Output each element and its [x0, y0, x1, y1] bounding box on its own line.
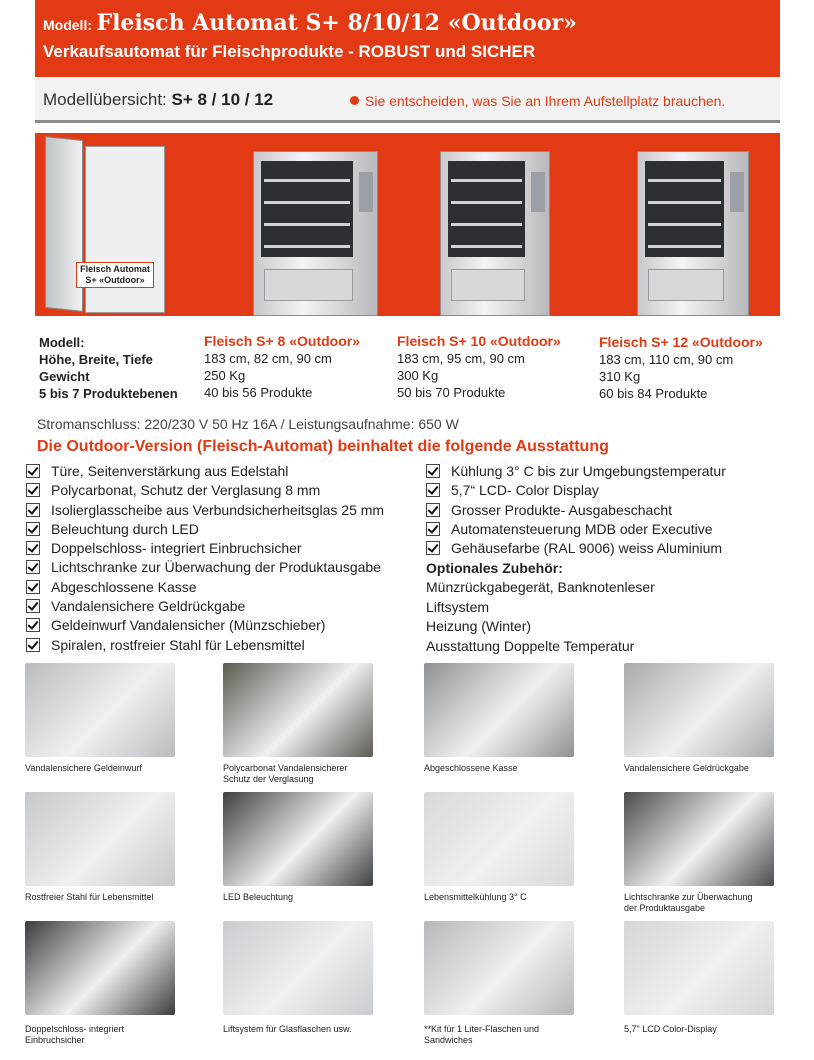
gallery-caption [25, 892, 215, 903]
spec-label: Höhe, Breite, Tiefe [39, 352, 153, 367]
gallery-photo [624, 663, 774, 757]
gallery-caption-line: Sandwiches [424, 1035, 473, 1045]
gallery-photo [424, 663, 574, 757]
overview-label-text: Modellübersicht: [43, 90, 167, 109]
spec-label: Gewicht [39, 369, 90, 384]
feature-item-label: Vandalensichere Geldrückgabe [51, 598, 246, 615]
feature-item [26, 539, 384, 558]
feature-item-label: Automatensteuerung MDB oder Executive [451, 520, 713, 537]
checkmark-icon [426, 483, 440, 497]
gallery-photo [25, 921, 175, 1015]
checkmark-icon [26, 541, 40, 555]
model-name: Fleisch S+ 8 «Outdoor» [204, 333, 360, 349]
model-products: 40 bis 56 Produkte [204, 385, 313, 400]
optional-item: Liftsystem [426, 598, 490, 615]
page-subtitle: Verkaufsautomat für Fleischprodukte - ROBUST und SICHER [43, 42, 536, 61]
checkmark-icon [26, 464, 40, 478]
feature-item [26, 578, 384, 597]
checkmark-icon [426, 464, 440, 478]
spec-label: Modell: [39, 335, 85, 350]
machine-s12-image [637, 151, 749, 316]
overview-note [350, 93, 725, 109]
checkmark-icon [26, 599, 40, 613]
gallery-caption [25, 763, 215, 774]
spec-s10 [397, 333, 561, 401]
overview-note-text: Sie entscheiden, was Sie an Ihrem Aufstellplatz brauchen. [365, 93, 726, 109]
spec-labels [39, 334, 178, 402]
gallery-caption [223, 1024, 413, 1035]
open-machine-label-line: Fleisch Automat [80, 264, 150, 274]
feature-item-label: Grosser Produkte- Ausgabeschacht [451, 501, 673, 518]
feature-item-label: Kühlung 3° C bis zur Umgebungstemperatur [451, 463, 726, 479]
checkmark-icon [426, 503, 440, 517]
model-name: Fleisch S+ 12 «Outdoor» [599, 334, 763, 350]
feature-item-label: Abgeschlossene Kasse [51, 578, 197, 595]
model-products: 60 bis 84 Produkte [599, 386, 708, 401]
overview-models: S+ 8 / 10 / 12 [171, 90, 274, 109]
overview-label [43, 90, 273, 110]
model-weight: 310 Kg [599, 369, 641, 384]
model-dims: 183 cm, 110 cm, 90 cm [599, 352, 734, 367]
feature-item-label: Türe, Seitenverstärkung aus Edelstahl [51, 463, 289, 479]
feature-item-label: Gehäusefarbe (RAL 9006) weiss Aluminium [451, 540, 723, 557]
feature-item [26, 558, 384, 577]
checkmark-icon [26, 638, 40, 652]
gallery-caption-line: Liftsystem für Glasflaschen usw. [223, 1024, 352, 1034]
checkmark-icon [426, 541, 440, 555]
bullet-dot-icon [350, 96, 359, 105]
gallery-caption-line: Schutz der Verglasung [223, 774, 314, 784]
feature-item-label: Geldeinwurf Vandalensicher (Münzschieber) [51, 617, 326, 634]
checkmark-icon [26, 503, 40, 517]
feature-item [426, 481, 726, 500]
gallery-photo [25, 663, 175, 757]
feature-item [426, 462, 726, 481]
gallery-caption [624, 1024, 814, 1035]
gallery-caption-line: LED Beleuchtung [223, 892, 294, 902]
checkmark-icon [26, 560, 40, 574]
power-info: Stromanschluss: 220/230 V 50 Hz 16A / Leistungsaufnahme: 650 W [37, 416, 459, 432]
model-weight: 250 Kg [204, 368, 246, 383]
gallery-caption-line: **Kit für 1 Liter-Flaschen und [424, 1024, 540, 1034]
gallery-photo [624, 792, 774, 886]
feature-item-label: Polycarbonat, Schutz der Verglasung 8 mm [51, 482, 321, 499]
open-machine-image [45, 138, 163, 316]
checkmark-icon [26, 483, 40, 497]
model-products: 50 bis 70 Produkte [397, 385, 506, 400]
model-dims: 183 cm, 82 cm, 90 cm [204, 351, 332, 366]
feature-item [26, 616, 384, 635]
feature-item-label: 5,7“ LCD- Color Display [451, 482, 599, 499]
feature-item-label: Spiralen, rostfreier Stahl für Lebensmittel [51, 636, 305, 653]
gallery-caption-line: Vandalensichere Geldeinwurf [25, 763, 142, 773]
feature-item-label: Isolierglasscheibe aus Verbundsicherheitsglas 25 mm [51, 501, 385, 518]
features-right-list [426, 462, 726, 558]
gallery-caption [25, 1024, 215, 1046]
model-label: Modell: [43, 17, 92, 33]
optional-heading: Optionales Zubehör: [426, 560, 563, 576]
feature-item [426, 501, 726, 520]
gallery-caption [624, 892, 814, 914]
gallery-photo [223, 921, 373, 1015]
feature-item [26, 481, 384, 500]
gallery-caption [223, 892, 413, 903]
gallery-photo [25, 792, 175, 886]
open-machine-label-line: S+ «Outdoor» [85, 275, 145, 285]
spec-label: 5 bis 7 Produktebenen [39, 386, 178, 401]
open-machine-label [76, 262, 154, 288]
checkmark-icon [26, 580, 40, 594]
gallery-caption [424, 892, 614, 903]
optional-item: Heizung (Winter) [426, 618, 532, 634]
checkmark-icon [26, 618, 40, 632]
optional-item: Ausstattung Doppelte Temperatur [426, 637, 635, 654]
spec-s8 [204, 333, 360, 401]
feature-item [26, 636, 384, 655]
feature-item-label: Beleuchtung durch LED [51, 520, 199, 537]
gallery-caption-line: der Produktausgabe [624, 903, 706, 913]
feature-item [26, 520, 384, 539]
model-dims: 183 cm, 95 cm, 90 cm [397, 351, 525, 366]
feature-item [26, 597, 384, 616]
gallery-photo [624, 921, 774, 1015]
feature-item [26, 501, 384, 520]
model-weight: 300 Kg [397, 368, 439, 383]
features-left-list [26, 462, 384, 655]
feature-item-label: Doppelschloss- integriert Einbruchsicher [51, 540, 302, 557]
gallery-photo [424, 792, 574, 886]
gallery-caption [624, 763, 814, 774]
optional-item: Münzrückgabegerät, Banknotenleser [426, 579, 655, 595]
gallery-photo [223, 663, 373, 757]
feature-item-label: Lichtschranke zur Überwachung der Produktausgabe [51, 559, 381, 576]
gallery-caption-line: Doppelschloss- integriert [25, 1024, 125, 1034]
gallery-caption-line: Lebensmittelkühlung 3° C [424, 892, 527, 902]
model-name: Fleisch S+ 10 «Outdoor» [397, 333, 561, 349]
optional-list [426, 578, 655, 656]
spec-s12 [599, 334, 763, 402]
machine-s8-image [253, 151, 378, 316]
gallery-photo [424, 921, 574, 1015]
gallery-caption-line: 5,7" LCD Color-Display [624, 1024, 717, 1034]
gallery-caption [223, 763, 413, 785]
gallery-caption-line: Einbruchsicher [25, 1035, 85, 1045]
gallery-caption-line: Abgeschlossene Kasse [424, 763, 518, 773]
equipment-heading: Die Outdoor-Version (Fleisch-Automat) beinhaltet die folgende Ausstattung [37, 438, 609, 455]
gallery-caption-line: Vandalensichere Geldrückgabe [624, 763, 749, 773]
machine-s10-image [440, 151, 550, 316]
gallery-caption-line: Lichtschranke zur Überwachung [624, 892, 753, 902]
feature-item [426, 520, 726, 539]
title-text: Fleisch Automat S+ 8/10/12 «Outdoor» [96, 10, 577, 36]
checkmark-icon [26, 522, 40, 536]
feature-item [26, 462, 384, 481]
feature-item [426, 539, 726, 558]
page-title [43, 10, 577, 36]
gallery-caption-line: Rostfreier Stahl für Lebensmittel [25, 892, 154, 902]
checkmark-icon [426, 522, 440, 536]
gallery-caption-line: Polycarbonat Vandalensicherer [223, 763, 348, 773]
gallery-photo [223, 792, 373, 886]
gallery-caption [424, 763, 614, 774]
gallery-caption [424, 1024, 614, 1046]
